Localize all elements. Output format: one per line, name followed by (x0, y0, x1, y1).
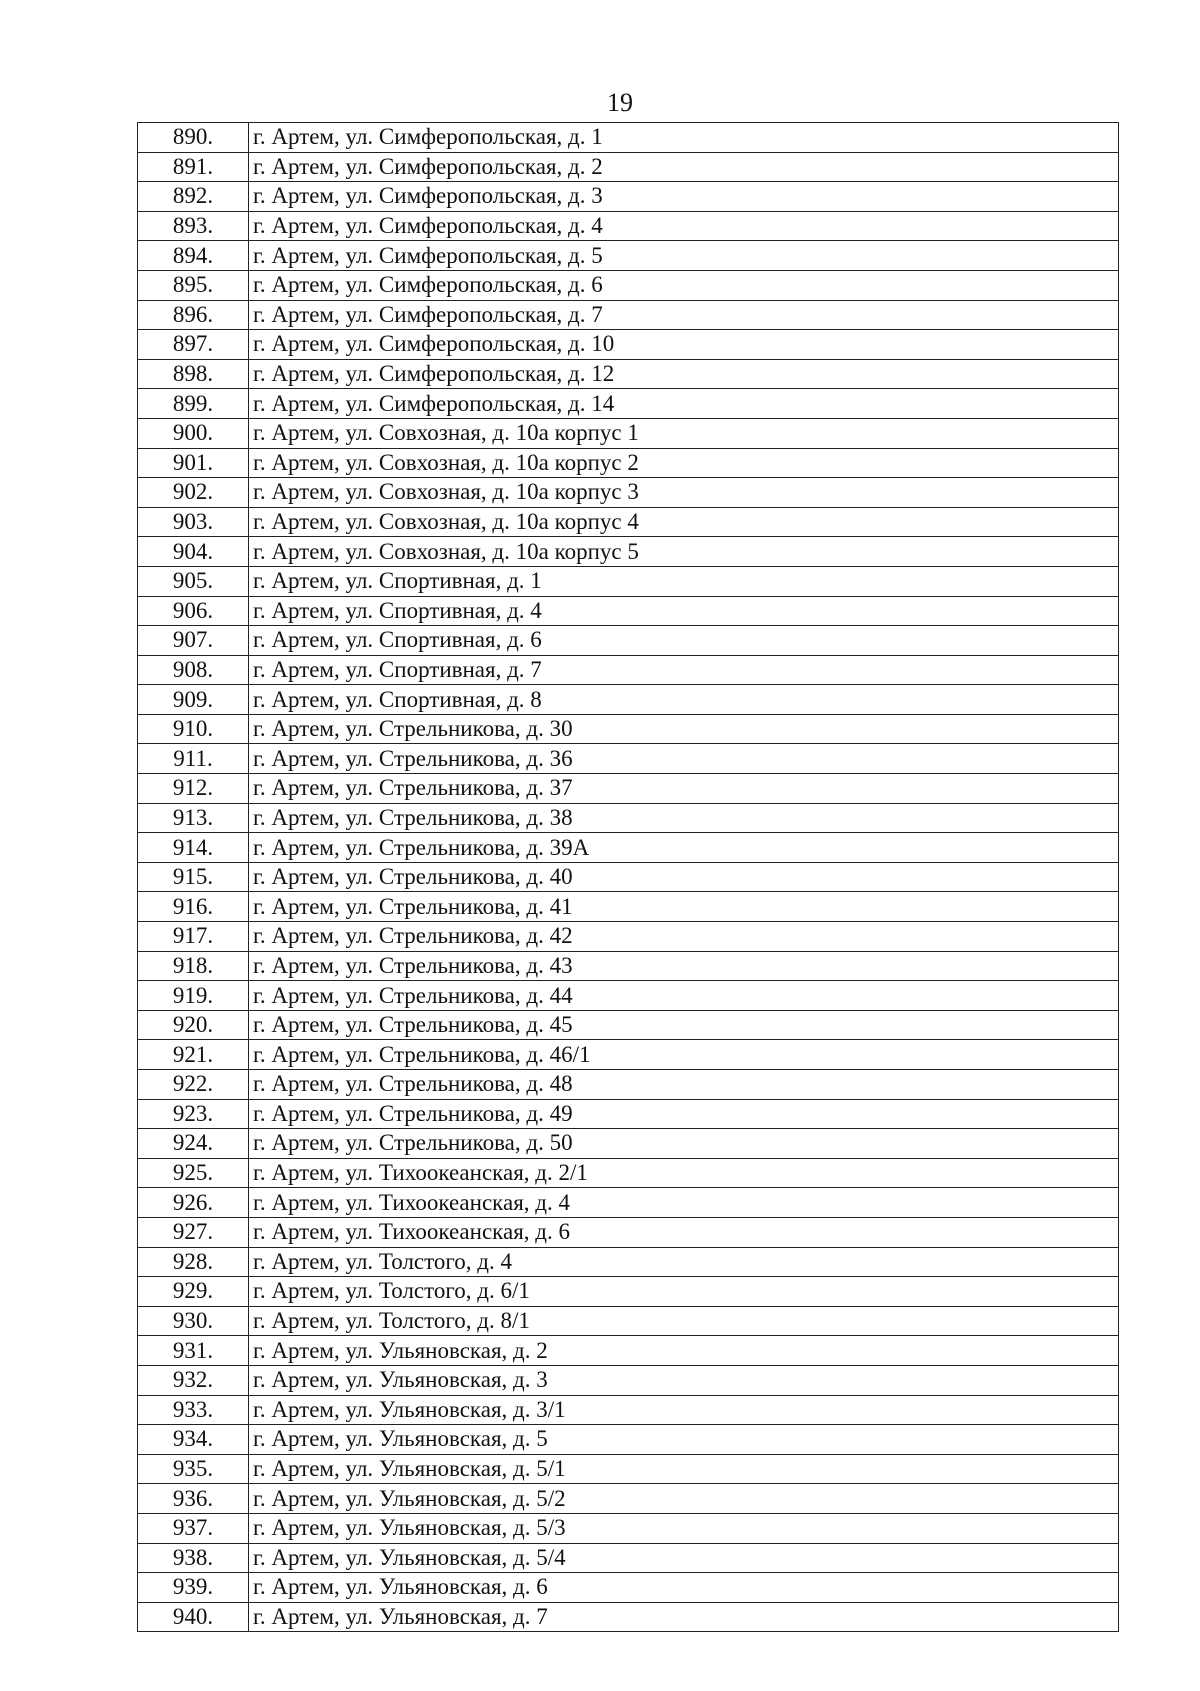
table-row (138, 241, 1119, 271)
table-row (138, 182, 1119, 212)
row-number: 934. (138, 1425, 249, 1455)
row-address: г. Артем, ул. Стрельникова, д. 41 (249, 892, 1119, 922)
row-number: 932. (138, 1365, 249, 1395)
row-address: г. Артем, ул. Совхозная, д. 10а корпус 2 (249, 448, 1119, 478)
row-address: г. Артем, ул. Стрельникова, д. 49 (249, 1099, 1119, 1129)
table-row (138, 1513, 1119, 1543)
table-row (138, 1277, 1119, 1307)
row-address: г. Артем, ул. Стрельникова, д. 46/1 (249, 1040, 1119, 1070)
row-address: г. Артем, ул. Тихоокеанская, д. 6 (249, 1217, 1119, 1247)
row-address: г. Артем, ул. Стрельникова, д. 38 (249, 803, 1119, 833)
row-address: г. Артем, ул. Спортивная, д. 6 (249, 626, 1119, 656)
row-number: 906. (138, 596, 249, 626)
row-number: 929. (138, 1277, 249, 1307)
table-row (138, 566, 1119, 596)
row-number: 894. (138, 241, 249, 271)
table-row (138, 1099, 1119, 1129)
row-number: 922. (138, 1070, 249, 1100)
table-row (138, 1336, 1119, 1366)
row-address: г. Артем, ул. Спортивная, д. 4 (249, 596, 1119, 626)
row-number: 902. (138, 478, 249, 508)
row-address: г. Артем, ул. Стрельникова, д. 43 (249, 951, 1119, 981)
row-number: 913. (138, 803, 249, 833)
row-number: 908. (138, 655, 249, 685)
row-address: г. Артем, ул. Стрельникова, д. 50 (249, 1129, 1119, 1159)
table-row (138, 1484, 1119, 1514)
row-number: 900. (138, 418, 249, 448)
row-number: 901. (138, 448, 249, 478)
row-number: 935. (138, 1454, 249, 1484)
table-row (138, 1602, 1119, 1632)
row-number: 931. (138, 1336, 249, 1366)
table-row (138, 655, 1119, 685)
row-address: г. Артем, ул. Симферопольская, д. 7 (249, 300, 1119, 330)
row-number: 930. (138, 1306, 249, 1336)
row-address: г. Артем, ул. Спортивная, д. 8 (249, 685, 1119, 715)
row-number: 892. (138, 182, 249, 212)
row-number: 905. (138, 566, 249, 596)
row-address: г. Артем, ул. Совхозная, д. 10а корпус 5 (249, 537, 1119, 567)
table-row (138, 1247, 1119, 1277)
table-row (138, 507, 1119, 537)
row-number: 917. (138, 922, 249, 952)
row-number: 903. (138, 507, 249, 537)
table-row (138, 981, 1119, 1011)
table-row (138, 1306, 1119, 1336)
table-row (138, 1454, 1119, 1484)
page-number: 19 (607, 88, 633, 117)
row-number: 909. (138, 685, 249, 715)
row-number: 919. (138, 981, 249, 1011)
row-address: г. Артем, ул. Ульяновская, д. 5/2 (249, 1484, 1119, 1514)
row-address: г. Артем, ул. Симферопольская, д. 4 (249, 211, 1119, 241)
table-row (138, 478, 1119, 508)
table-row (138, 1217, 1119, 1247)
row-address: г. Артем, ул. Ульяновская, д. 5/1 (249, 1454, 1119, 1484)
row-address: г. Артем, ул. Симферопольская, д. 2 (249, 152, 1119, 182)
row-number: 916. (138, 892, 249, 922)
row-number: 891. (138, 152, 249, 182)
row-address: г. Артем, ул. Спортивная, д. 7 (249, 655, 1119, 685)
row-number: 921. (138, 1040, 249, 1070)
row-number: 927. (138, 1217, 249, 1247)
row-number: 923. (138, 1099, 249, 1129)
row-number: 925. (138, 1158, 249, 1188)
table-row (138, 951, 1119, 981)
row-address: г. Артем, ул. Стрельникова, д. 36 (249, 744, 1119, 774)
row-number: 936. (138, 1484, 249, 1514)
row-address: г. Артем, ул. Стрельникова, д. 39А (249, 833, 1119, 863)
row-number: 933. (138, 1395, 249, 1425)
table-row (138, 300, 1119, 330)
row-address: г. Артем, ул. Симферопольская, д. 6 (249, 270, 1119, 300)
row-address: г. Артем, ул. Толстого, д. 4 (249, 1247, 1119, 1277)
table-row (138, 892, 1119, 922)
row-number: 924. (138, 1129, 249, 1159)
table-row (138, 803, 1119, 833)
address-table (137, 122, 1119, 1632)
row-address: г. Артем, ул. Ульяновская, д. 5/4 (249, 1543, 1119, 1573)
table-row (138, 448, 1119, 478)
row-address: г. Артем, ул. Симферопольская, д. 5 (249, 241, 1119, 271)
row-address: г. Артем, ул. Стрельникова, д. 44 (249, 981, 1119, 1011)
table-row (138, 123, 1119, 153)
row-address: г. Артем, ул. Ульяновская, д. 5 (249, 1425, 1119, 1455)
row-number: 939. (138, 1573, 249, 1603)
table-row (138, 1188, 1119, 1218)
table-row (138, 1425, 1119, 1455)
row-address: г. Артем, ул. Тихоокеанская, д. 2/1 (249, 1158, 1119, 1188)
table-row (138, 1573, 1119, 1603)
row-address: г. Артем, ул. Симферопольская, д. 14 (249, 389, 1119, 419)
row-address: г. Артем, ул. Совхозная, д. 10а корпус 1 (249, 418, 1119, 448)
row-number: 907. (138, 626, 249, 656)
row-number: 937. (138, 1513, 249, 1543)
row-address: г. Артем, ул. Спортивная, д. 1 (249, 566, 1119, 596)
row-number: 910. (138, 714, 249, 744)
row-address: г. Артем, ул. Стрельникова, д. 40 (249, 862, 1119, 892)
row-address: г. Артем, ул. Толстого, д. 6/1 (249, 1277, 1119, 1307)
row-number: 899. (138, 389, 249, 419)
row-address: г. Артем, ул. Ульяновская, д. 2 (249, 1336, 1119, 1366)
table-row (138, 211, 1119, 241)
table-row (138, 1129, 1119, 1159)
row-number: 911. (138, 744, 249, 774)
table-row (138, 1365, 1119, 1395)
row-address: г. Артем, ул. Стрельникова, д. 45 (249, 1010, 1119, 1040)
row-number: 904. (138, 537, 249, 567)
table-row (138, 389, 1119, 419)
row-address: г. Артем, ул. Симферопольская, д. 1 (249, 123, 1119, 153)
table-row (138, 744, 1119, 774)
table-row (138, 330, 1119, 360)
row-address: г. Артем, ул. Совхозная, д. 10а корпус 3 (249, 478, 1119, 508)
table-row (138, 833, 1119, 863)
table-row (138, 1158, 1119, 1188)
row-address: г. Артем, ул. Ульяновская, д. 6 (249, 1573, 1119, 1603)
row-number: 926. (138, 1188, 249, 1218)
row-number: 920. (138, 1010, 249, 1040)
row-number: 890. (138, 123, 249, 153)
row-number: 914. (138, 833, 249, 863)
table-row (138, 1070, 1119, 1100)
row-address: г. Артем, ул. Ульяновская, д. 5/3 (249, 1513, 1119, 1543)
row-address: г. Артем, ул. Ульяновская, д. 3 (249, 1365, 1119, 1395)
table-row (138, 418, 1119, 448)
table-row (138, 537, 1119, 567)
row-address: г. Артем, ул. Стрельникова, д. 30 (249, 714, 1119, 744)
row-number: 940. (138, 1602, 249, 1632)
table-row (138, 626, 1119, 656)
table-row (138, 1010, 1119, 1040)
row-number: 898. (138, 359, 249, 389)
row-number: 897. (138, 330, 249, 360)
table-row (138, 359, 1119, 389)
row-address: г. Артем, ул. Симферопольская, д. 12 (249, 359, 1119, 389)
row-number: 918. (138, 951, 249, 981)
table-row (138, 1395, 1119, 1425)
table-row (138, 596, 1119, 626)
table-row (138, 685, 1119, 715)
row-address: г. Артем, ул. Тихоокеанская, д. 4 (249, 1188, 1119, 1218)
row-address: г. Артем, ул. Стрельникова, д. 42 (249, 922, 1119, 952)
table-row (138, 1040, 1119, 1070)
row-number: 915. (138, 862, 249, 892)
table-row (138, 152, 1119, 182)
row-number: 896. (138, 300, 249, 330)
table-row (138, 270, 1119, 300)
row-address: г. Артем, ул. Совхозная, д. 10а корпус 4 (249, 507, 1119, 537)
table-row (138, 862, 1119, 892)
row-address: г. Артем, ул. Стрельникова, д. 48 (249, 1070, 1119, 1100)
row-number: 928. (138, 1247, 249, 1277)
row-address: г. Артем, ул. Стрельникова, д. 37 (249, 774, 1119, 804)
row-number: 938. (138, 1543, 249, 1573)
row-address: г. Артем, ул. Симферопольская, д. 3 (249, 182, 1119, 212)
row-address: г. Артем, ул. Ульяновская, д. 7 (249, 1602, 1119, 1632)
table-row (138, 1543, 1119, 1573)
table-row (138, 922, 1119, 952)
row-address: г. Артем, ул. Толстого, д. 8/1 (249, 1306, 1119, 1336)
row-address: г. Артем, ул. Симферопольская, д. 10 (249, 330, 1119, 360)
table-row (138, 714, 1119, 744)
row-number: 895. (138, 270, 249, 300)
row-address: г. Артем, ул. Ульяновская, д. 3/1 (249, 1395, 1119, 1425)
address-table-body (138, 123, 1119, 1632)
row-number: 893. (138, 211, 249, 241)
row-number: 912. (138, 774, 249, 804)
table-row (138, 774, 1119, 804)
